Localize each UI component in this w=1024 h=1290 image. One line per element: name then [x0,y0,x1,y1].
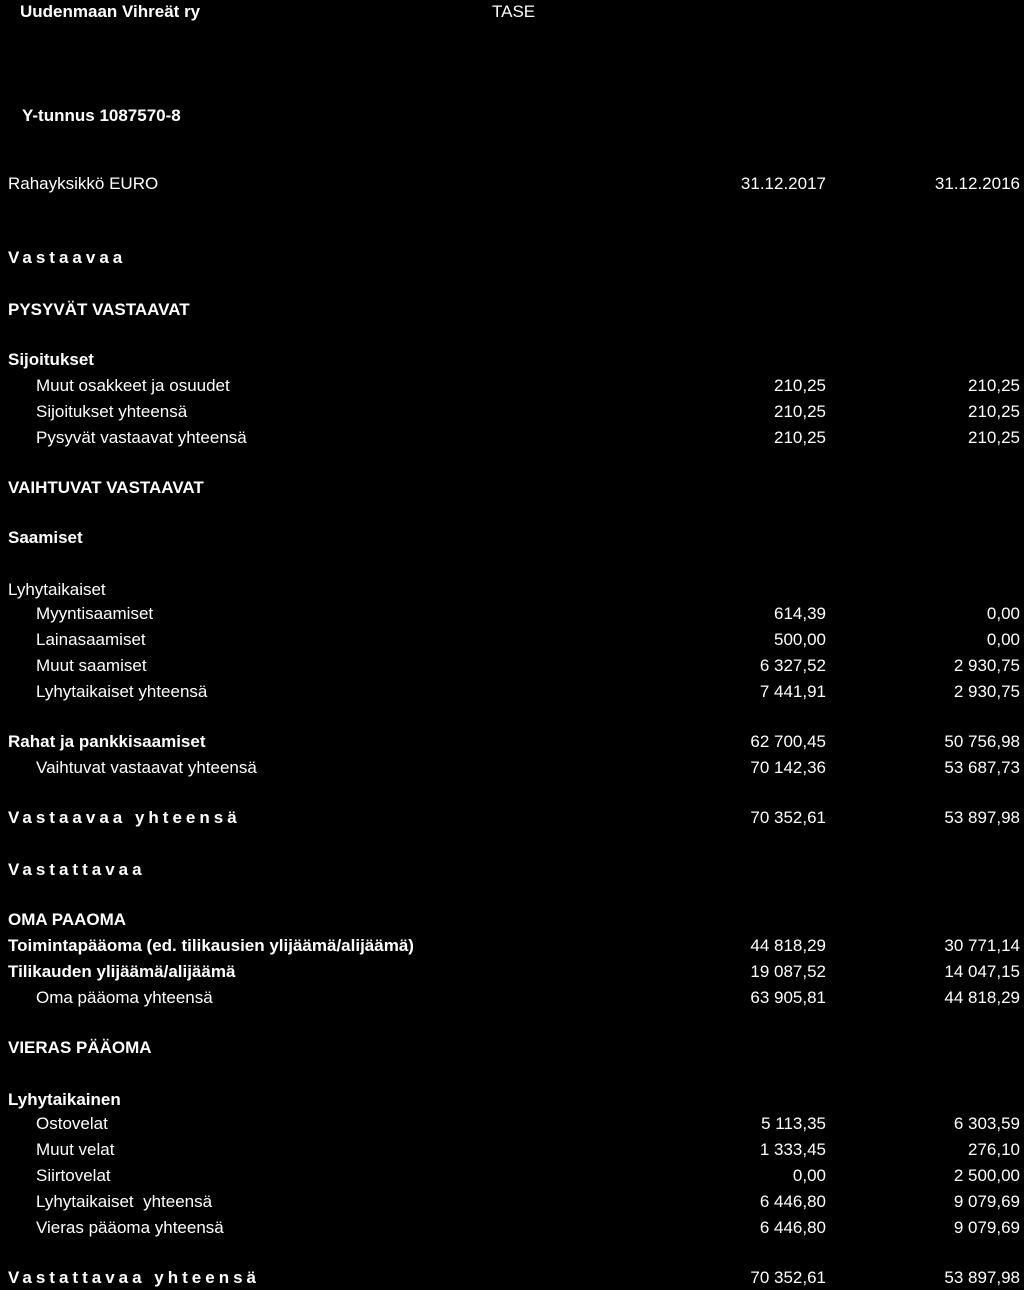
value-2016: 53 687,73 [944,758,1020,777]
investments-heading: Sijoitukset [8,350,94,369]
row-label: Ostovelat [36,1114,108,1133]
liabilities-heading: Vastattavaa [8,860,146,879]
short-term-receivables-heading: Lyhytaikaiset [8,580,106,599]
value-2017: 70 352,61 [750,1268,826,1287]
value-2016: 2 500,00 [953,1166,1020,1185]
receivables-heading: Saamiset [8,528,83,547]
value-2016: 44 818,29 [944,988,1020,1007]
value-2016: 9 079,69 [953,1218,1020,1237]
currency-unit: Rahayksikkö EURO [8,174,159,193]
row-label: Tilikauden ylijäämä/alijäämä [8,962,236,981]
row-label: Pysyvät vastaavat yhteensä [36,428,247,447]
business-id: Y-tunnus 1087570-8 [22,106,181,125]
value-2016: 9 079,69 [953,1192,1020,1211]
row-label: Lyhytaikaiset yhteensä [36,682,208,701]
value-2017: 1 333,45 [759,1140,826,1159]
row-label: Sijoitukset yhteensä [36,402,188,421]
value-2017: 6 327,52 [759,656,826,675]
row-label: Toimintapääoma (ed. tilikausien ylijäämä/alijäämä) [8,936,414,955]
value-2017: 70 142,36 [750,758,826,777]
value-2016: 210,25 [968,402,1020,421]
value-2016: 2 930,75 [953,656,1020,675]
equity-heading: OMA PAAOMA [8,910,127,929]
column-header-2017: 31.12.2017 [740,174,826,193]
fixed-assets-heading: PYSYVÄT VASTAAVAT [8,300,190,319]
row-label: Vastaavaa yhteensä [8,808,241,827]
document-title: TASE [492,2,536,21]
value-2017: 500,00 [774,630,826,649]
value-2017: 63 905,81 [750,988,826,1007]
value-2017: 7 441,91 [759,682,826,701]
value-2017: 6 446,80 [759,1192,826,1211]
value-2017: 62 700,45 [750,732,826,751]
row-label: Myyntisaamiset [36,604,154,623]
value-2016: 53 897,98 [944,808,1020,827]
organization-name: Uudenmaan Vihreät ry [20,2,201,21]
row-label: Siirtovelat [36,1166,111,1185]
value-2016: 50 756,98 [944,732,1020,751]
value-2016: 210,25 [968,376,1020,395]
value-2016: 6 303,59 [953,1114,1020,1133]
row-label: Vastattavaa yhteensä [8,1268,260,1287]
debt-heading: VIERAS PÄÄOMA [8,1038,152,1057]
value-2016: 0,00 [986,604,1020,623]
column-header-2016: 31.12.2016 [934,174,1020,193]
value-2017: 6 446,80 [759,1218,826,1237]
assets-heading: Vastaavaa [8,248,127,267]
value-2016: 14 047,15 [944,962,1020,981]
row-label: Muut osakkeet ja osuudet [36,376,230,395]
value-2016: 276,10 [968,1140,1020,1159]
value-2016: 30 771,14 [944,936,1020,955]
value-2017: 614,39 [774,604,826,623]
short-term-debt-heading: Lyhytaikainen [8,1090,121,1109]
row-label: Muut saamiset [36,656,147,675]
value-2017: 70 352,61 [750,808,826,827]
value-2017: 19 087,52 [750,962,826,981]
value-2016: 0,00 [986,630,1020,649]
row-label: Lainasaamiset [36,630,146,649]
value-2017: 210,25 [774,402,826,421]
value-2016: 210,25 [968,428,1020,447]
row-label: Lyhytaikaiset yhteensä [36,1192,213,1211]
current-assets-heading: VAIHTUVAT VASTAAVAT [8,478,204,497]
row-label: Vieras pääoma yhteensä [36,1218,224,1237]
row-label: Muut velat [36,1140,115,1159]
row-label: Rahat ja pankkisaamiset [8,732,206,751]
value-2016: 2 930,75 [953,682,1020,701]
row-label: Oma pääoma yhteensä [36,988,213,1007]
value-2017: 0,00 [792,1166,826,1185]
row-label: Vaihtuvat vastaavat yhteensä [36,758,257,777]
value-2017: 5 113,35 [761,1114,826,1133]
value-2017: 210,25 [774,376,826,395]
value-2017: 210,25 [774,428,826,447]
value-2016: 53 897,98 [944,1268,1020,1287]
value-2017: 44 818,29 [750,936,826,955]
